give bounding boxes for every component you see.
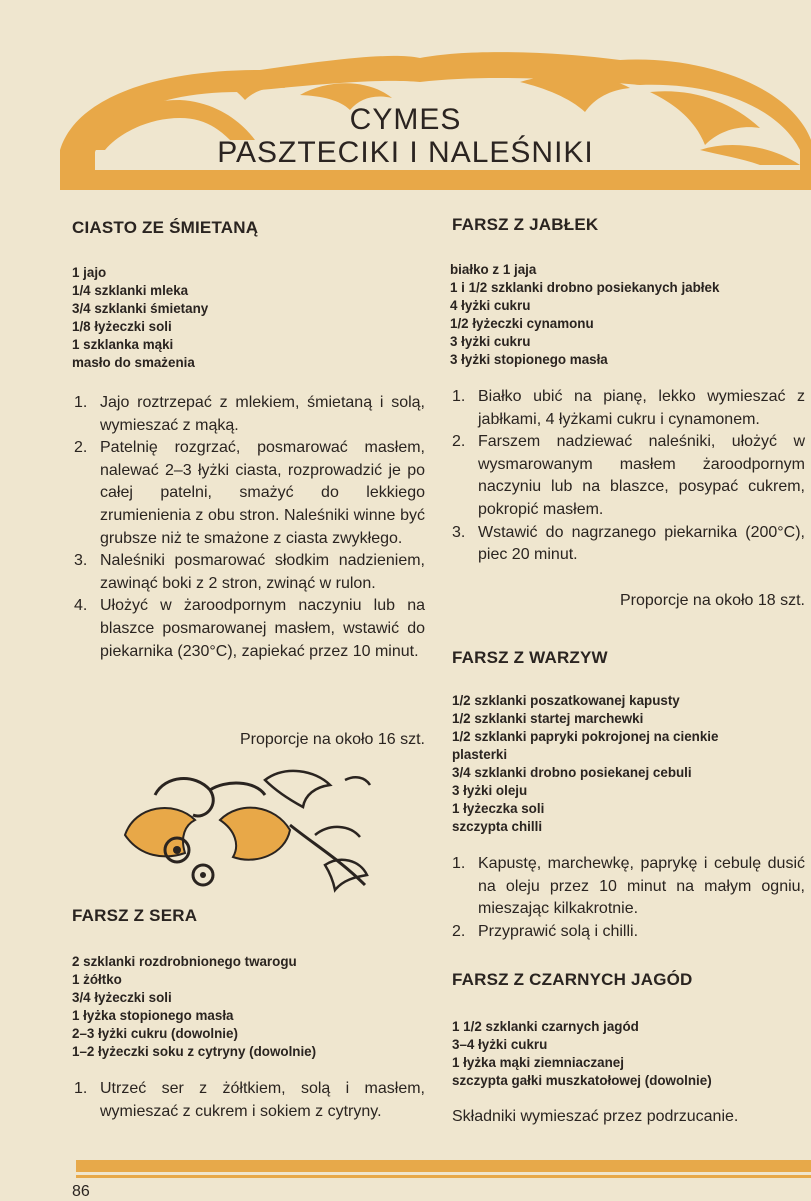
section-heading-warzywa: FARSZ Z WARZYW — [452, 648, 608, 667]
step-number: 2. — [452, 922, 466, 940]
step-number: 1. — [74, 394, 88, 411]
step-number: 1. — [74, 1080, 88, 1097]
ingredient-item: 1/4 szklanki mleka — [72, 283, 189, 298]
ingredient-item: 1 szklanka mąki — [72, 337, 174, 352]
floral-ornament-icon — [115, 765, 375, 895]
step-text: Patelnię rozgrzać, posmarować masłem, nalewać 2–3 łyżki ciasta, rozprowadzić je po całej patelni, smażyć do lekkiego zrumienienia z obu stron. Naleśniki winne być grubsze niż te smażone z ciasta zwykłego. — [100, 439, 425, 547]
ingredient-item: 1 1/2 szklanki czarnych jagód — [452, 1019, 639, 1034]
step-text: Wstawić do nagrzanego piekarnika (200°C), piec 20 minut. — [478, 523, 805, 564]
ingredients-warzywa — [452, 692, 810, 836]
ingredient-item: 3–4 łyżki cukru — [452, 1037, 548, 1052]
ingredient-item: szczypta gałki muszkatołowej (dowolnie) — [452, 1073, 712, 1088]
step-item — [450, 522, 805, 567]
ingredient-item: 1 i 1/2 szklanki drobno posiekanych jabłek — [450, 280, 720, 295]
ingredient-item: 3/4 łyżeczki soli — [72, 990, 172, 1005]
step-item — [72, 392, 425, 437]
ingredient-item: 1 żółtko — [72, 972, 122, 987]
ingredient-item: 3 łyżki oleju — [452, 783, 528, 798]
ingredient-item: 3 łyżki cukru — [450, 334, 531, 349]
step-text: Kapustę, marchewkę, paprykę i cebulę dusić na oleju przez 10 minut na małym ogniu, mieszając kilkakrotnie. — [478, 855, 805, 918]
step-item — [72, 1078, 425, 1123]
step-number: 4. — [74, 597, 88, 615]
ingredient-item: 1/2 szklanki startej marchewki — [452, 711, 644, 726]
step-text: Utrzeć ser z żółtkiem, solą i masłem, wymieszać z cukrem i sokiem z cytryny. — [100, 1080, 425, 1120]
step-item — [450, 921, 805, 944]
steps-ciasto — [72, 392, 425, 663]
step-number: 2. — [74, 439, 88, 457]
ingredient-item: białko z 1 jaja — [450, 262, 537, 277]
ingredients-ser — [72, 953, 427, 1061]
step-text: Farszem nadziewać naleśniki, ułożyć w wysmarowanym masłem żaroodpornym naczyniu lub na blaszce, posypać cukrem, pokropić masłem. — [478, 433, 805, 518]
bottom-ornament-bar — [76, 1160, 811, 1172]
steps-warzywa — [450, 853, 805, 943]
ingredients-ciasto — [72, 264, 427, 372]
page-number: 86 — [72, 1183, 90, 1200]
ingredient-item: szczypta chilli — [452, 819, 543, 834]
ingredient-item: 3/4 szklanki śmietany — [72, 301, 209, 316]
step-number: 1. — [452, 855, 466, 872]
header-frame-icon — [0, 0, 811, 200]
ingredient-item: plasterki — [452, 747, 508, 762]
ingredient-item: masło do smażenia — [72, 355, 195, 370]
ingredient-item: 1 łyżka mąki ziemniaczanej — [452, 1055, 624, 1070]
section-heading-jagody: FARSZ Z CZARNYCH JAGÓD — [452, 970, 693, 989]
page-title-line2: PASZTECIKI I NALEŚNIKI — [217, 136, 594, 169]
step-text: Przyprawić solą i chilli. — [478, 922, 639, 940]
step-text: Jajo roztrzepać z mlekiem, śmietaną i solą, wymieszać z mąką. — [100, 394, 425, 434]
step-text: Ułożyć w żaroodpornym naczyniu lub na blaszce posmarowanej masłem, wstawić do piekarnika (230°C), zapiekać przez 10 minut. — [100, 597, 425, 660]
step-item — [72, 550, 425, 595]
ingredients-jagody — [452, 1018, 810, 1090]
ingredient-item: 1–2 łyżeczki soku z cytryny (dowolnie) — [72, 1044, 317, 1059]
step-number: 3. — [452, 523, 466, 541]
steps-jablka — [450, 386, 805, 567]
ingredient-item: 1/2 szklanki papryki pokrojonej na cienkie — [452, 729, 719, 744]
ingredient-item: 3/4 szklanki drobno posiekanej cebuli — [452, 765, 692, 780]
proportion-jablka: Proporcje na około 18 szt. — [620, 592, 805, 609]
ingredient-item: 2–3 łyżki cukru (dowolnie) — [72, 1026, 238, 1041]
step-item — [450, 386, 805, 431]
ingredient-item: 2 szklanki rozdrobnionego twarogu — [72, 954, 297, 969]
bottom-ornament-line — [76, 1175, 811, 1178]
ingredient-item: 4 łyżki cukru — [450, 298, 531, 313]
ingredient-item: 1 jajo — [72, 265, 107, 280]
ingredient-item: 1/8 łyżeczki soli — [72, 319, 172, 334]
proportion-ciasto: Proporcje na około 16 szt. — [240, 731, 425, 748]
step-text: Naleśniki posmarować słodkim nadzieniem, zawinąć boki z 2 stron, zwinąć w rulon. — [100, 552, 425, 592]
ingredient-item: 1 łyżka stopionego masła — [72, 1008, 234, 1023]
step-number: 3. — [74, 552, 88, 570]
steps-ser — [72, 1078, 425, 1123]
step-item — [72, 595, 425, 663]
section-heading-ciasto: CIASTO ZE ŚMIETANĄ — [72, 218, 259, 237]
step-text: Białko ubić na pianę, lekko wymieszać z jabłkami, 4 łyżkami cukru i cynamonem. — [478, 388, 805, 428]
step-number: 1. — [452, 388, 466, 405]
step-number: 2. — [452, 433, 466, 451]
ingredient-item: 1/2 łyżeczki cynamonu — [450, 316, 594, 331]
step-item — [450, 431, 805, 521]
section-heading-ser: FARSZ Z SERA — [72, 906, 198, 925]
step-item — [450, 853, 805, 921]
section-heading-jablka: FARSZ Z JABŁEK — [452, 215, 599, 234]
step-item — [72, 437, 425, 550]
ingredient-item: 1 łyżeczka soli — [452, 801, 545, 816]
ingredient-item: 1/2 szklanki poszatkowanej kapusty — [452, 693, 680, 708]
instructions-jagody: Składniki wymieszać przez podrzucanie. — [452, 1108, 739, 1125]
ingredient-item: 3 łyżki stopionego masła — [450, 352, 608, 367]
ingredients-jablka — [450, 261, 810, 369]
page-title-line1: CYMES — [349, 103, 462, 136]
header-ornament — [0, 0, 811, 200]
